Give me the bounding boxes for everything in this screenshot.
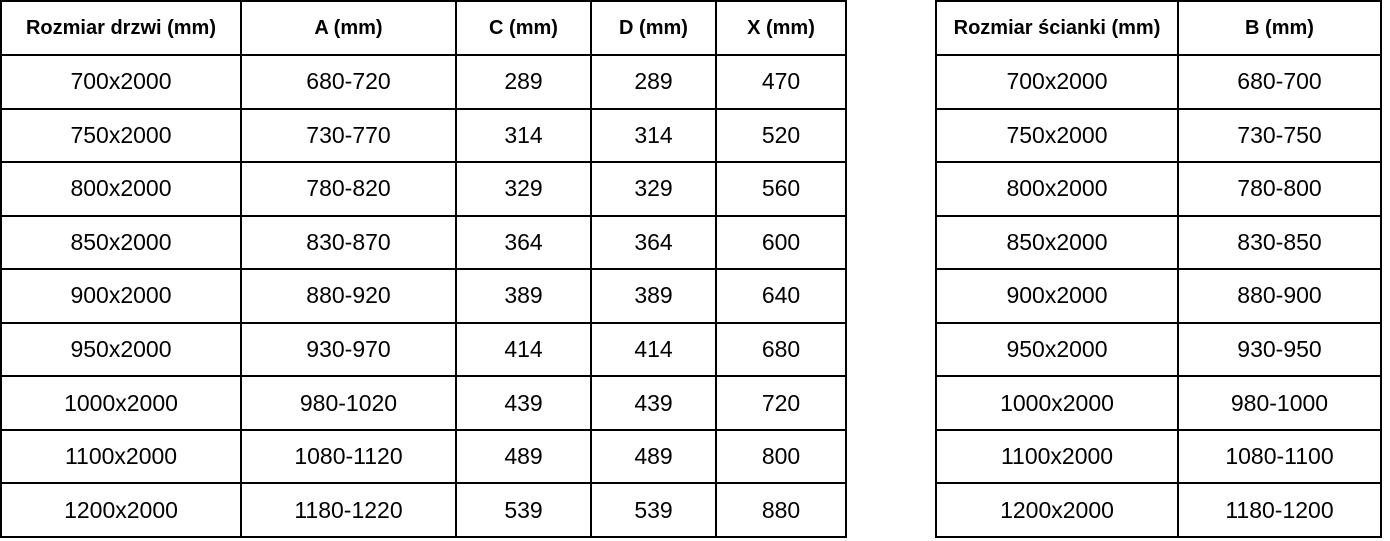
column-header-rozmiar-drzwi: Rozmiar drzwi (mm) xyxy=(1,1,241,55)
table-cell: 1000x2000 xyxy=(1,376,241,430)
table-cell: 489 xyxy=(456,430,591,484)
table-cell: 850x2000 xyxy=(936,216,1178,270)
table-row xyxy=(1,55,846,109)
table-row xyxy=(1,323,846,377)
table-cell: 1200x2000 xyxy=(1,483,241,537)
column-header-a: A (mm) xyxy=(241,1,456,55)
table-cell: 389 xyxy=(456,269,591,323)
table-cell: 470 xyxy=(716,55,846,109)
table-cell: 900x2000 xyxy=(1,269,241,323)
table-cell: 800x2000 xyxy=(936,162,1178,216)
table-cell: 439 xyxy=(456,376,591,430)
table-cell: 800 xyxy=(716,430,846,484)
table-cell: 980-1020 xyxy=(241,376,456,430)
column-header-rozmiar-scianki: Rozmiar ścianki (mm) xyxy=(936,1,1178,55)
table-cell: 389 xyxy=(591,269,716,323)
table-cell: 414 xyxy=(456,323,591,377)
table-row xyxy=(1,109,846,163)
table-cell: 950x2000 xyxy=(936,323,1178,377)
table-cell: 314 xyxy=(591,109,716,163)
table-cell: 414 xyxy=(591,323,716,377)
table-cell: 329 xyxy=(591,162,716,216)
table-row xyxy=(936,162,1381,216)
table-cell: 364 xyxy=(591,216,716,270)
table-row xyxy=(936,216,1381,270)
table-row xyxy=(1,269,846,323)
table-row xyxy=(936,376,1381,430)
table-cell: 439 xyxy=(591,376,716,430)
table-cell: 489 xyxy=(591,430,716,484)
table-cell: 700x2000 xyxy=(936,55,1178,109)
table-cell: 560 xyxy=(716,162,846,216)
table-cell: 289 xyxy=(591,55,716,109)
table-cell: 1100x2000 xyxy=(936,430,1178,484)
table-cell: 930-950 xyxy=(1178,323,1381,377)
table-cell: 520 xyxy=(716,109,846,163)
table-cell: 930-970 xyxy=(241,323,456,377)
table-row xyxy=(1,216,846,270)
table-cell: 289 xyxy=(456,55,591,109)
table-cell: 539 xyxy=(456,483,591,537)
table-row xyxy=(1,376,846,430)
table-row xyxy=(1,162,846,216)
column-header-d: D (mm) xyxy=(591,1,716,55)
table-cell: 680-700 xyxy=(1178,55,1381,109)
table-row xyxy=(1,430,846,484)
table-cell: 830-850 xyxy=(1178,216,1381,270)
table-cell: 1180-1220 xyxy=(241,483,456,537)
table-cell: 329 xyxy=(456,162,591,216)
table-row xyxy=(1,483,846,537)
table-cell: 1180-1200 xyxy=(1178,483,1381,537)
table-cell: 880-920 xyxy=(241,269,456,323)
wall-dimensions-table xyxy=(935,0,1382,538)
table-row xyxy=(936,55,1381,109)
table-cell: 880 xyxy=(716,483,846,537)
table-cell: 539 xyxy=(591,483,716,537)
table-cell: 900x2000 xyxy=(936,269,1178,323)
table-cell: 750x2000 xyxy=(936,109,1178,163)
table-cell: 700x2000 xyxy=(1,55,241,109)
table-cell: 730-750 xyxy=(1178,109,1381,163)
table-cell: 314 xyxy=(456,109,591,163)
table-cell: 1000x2000 xyxy=(936,376,1178,430)
table-cell: 980-1000 xyxy=(1178,376,1381,430)
table-cell: 680 xyxy=(716,323,846,377)
table-cell: 780-820 xyxy=(241,162,456,216)
column-header-x: X (mm) xyxy=(716,1,846,55)
table-cell: 640 xyxy=(716,269,846,323)
column-header-c: C (mm) xyxy=(456,1,591,55)
table-cell: 680-720 xyxy=(241,55,456,109)
column-header-b: B (mm) xyxy=(1178,1,1381,55)
table-cell: 1080-1120 xyxy=(241,430,456,484)
table-header-row xyxy=(1,1,846,55)
table-cell: 720 xyxy=(716,376,846,430)
table-header-row xyxy=(936,1,1381,55)
table-cell: 1100x2000 xyxy=(1,430,241,484)
table-row xyxy=(936,430,1381,484)
table-row xyxy=(936,323,1381,377)
table-row xyxy=(936,269,1381,323)
table-cell: 1200x2000 xyxy=(936,483,1178,537)
table-row xyxy=(936,483,1381,537)
table-cell: 364 xyxy=(456,216,591,270)
table-cell: 750x2000 xyxy=(1,109,241,163)
table-cell: 780-800 xyxy=(1178,162,1381,216)
table-cell: 800x2000 xyxy=(1,162,241,216)
table-cell: 850x2000 xyxy=(1,216,241,270)
table-cell: 880-900 xyxy=(1178,269,1381,323)
table-cell: 730-770 xyxy=(241,109,456,163)
table-cell: 600 xyxy=(716,216,846,270)
table-cell: 1080-1100 xyxy=(1178,430,1381,484)
table-cell: 950x2000 xyxy=(1,323,241,377)
table-row xyxy=(936,109,1381,163)
table-cell: 830-870 xyxy=(241,216,456,270)
